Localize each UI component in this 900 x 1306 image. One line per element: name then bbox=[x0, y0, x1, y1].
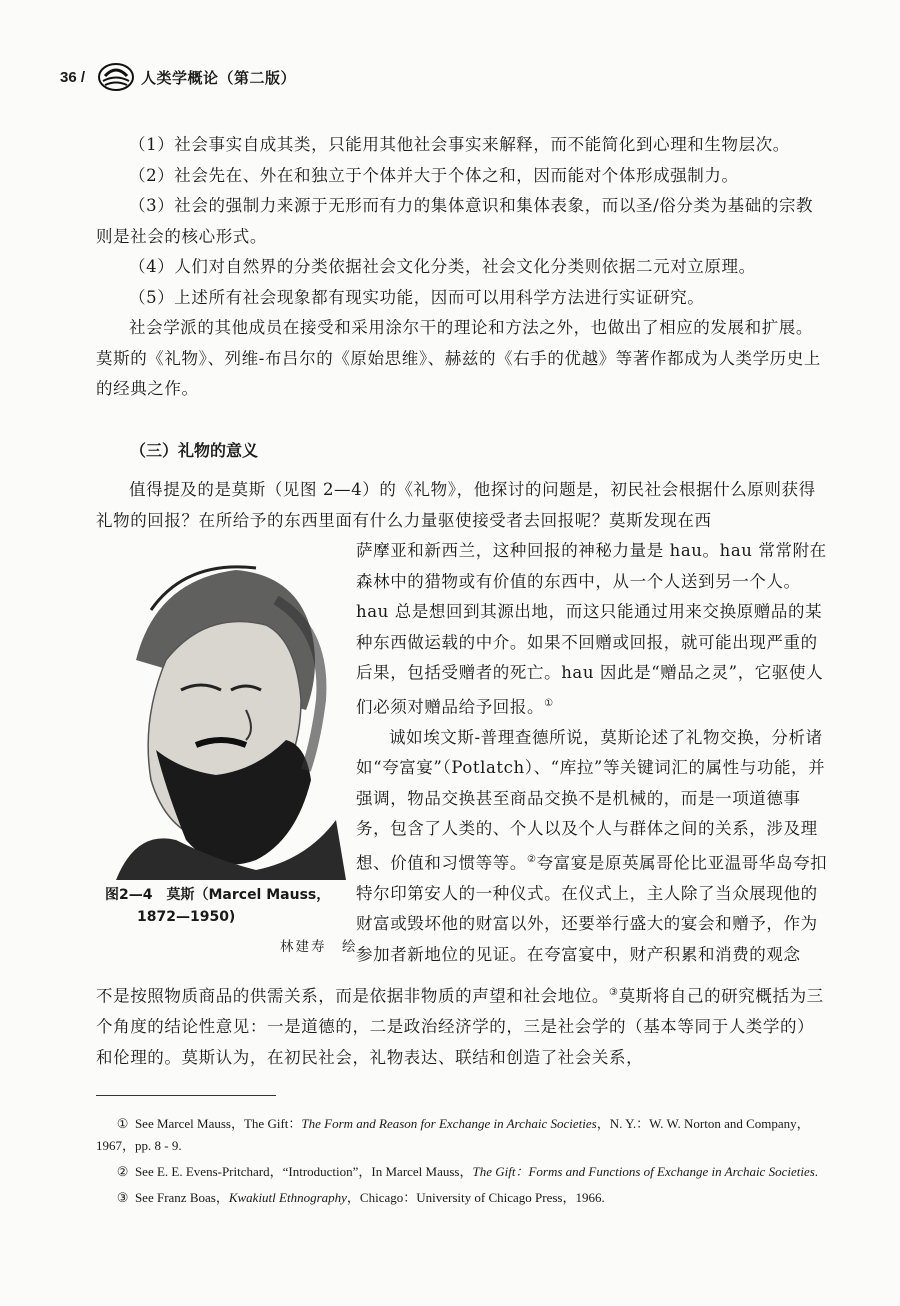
list-item: （4）人们对自然界的分类依据社会文化分类，社会文化分类则依据二元对立原理。 bbox=[129, 257, 756, 276]
gift-text-right bbox=[356, 536, 828, 970]
list-item: （5）上述所有社会现象都有现实功能，因而可以用科学方法进行实证研究。 bbox=[129, 287, 705, 307]
paragraph-school: 社会学派的其他成员在接受和采用涂尔干的理论和方法之外，也做出了相应的发展和扩展。莫斯的《礼物》、列维-布吕尔的《原始思维》、赫兹的《右手的优越》等著作都成为人类学历史上的经典之作。 bbox=[96, 318, 821, 398]
book-title: 人类学概论（第二版） bbox=[141, 68, 297, 87]
caption-line-1: 图2—4 莫斯（Marcel Mauss， bbox=[105, 887, 331, 903]
page-number: 36 / bbox=[60, 68, 86, 86]
footnote-item: ① See Marcel Mauss，The Gift：The Form and Reason for Exchange in Archaic Societies，N. Y.：W. W. Norton and Company，1967，pp. 8 - 9. bbox=[96, 1116, 810, 1153]
gift-para-right-1: 萨摩亚和新西兰，这种回报的神秘力量是 hau。hau 常常附在森林中的猎物或有价值的东西中，从一个人送到另一个人。hau 总是想回到其源出地，而这只能通过用来交换原赠品的某种东西做运载的中介。如果不回赠或回报，就可能出现严重的后果，包括受赠者的死亡。hau 因此是“赠品之灵”，它驱使人们必须对赠品给予回报。① bbox=[356, 541, 827, 716]
publisher-logo-icon bbox=[97, 62, 135, 92]
footnote-item: ③ See Franz Boas，Kwakiutl Ethnography，Chicago：University of Chicago Press，1966. bbox=[116, 1190, 605, 1205]
footnote-ref: ③ bbox=[609, 987, 619, 998]
page-header bbox=[60, 62, 296, 92]
list-item: （2）社会先在、外在和独立于个体并大于个体之和，因而能对个体形成强制力。 bbox=[129, 165, 739, 185]
gift-para-top: 值得提及的是莫斯（见图 2—4）的《礼物》，他探讨的问题是，初民社会根据什么原则获得礼物的回报？在所给予的东西里面有什么力量驱使接受者去回报呢？莫斯发现在西 bbox=[96, 480, 816, 530]
footnote-divider bbox=[96, 1095, 276, 1096]
figure-caption bbox=[105, 884, 350, 928]
caption-line-2: 1872—1950) bbox=[137, 909, 236, 925]
mauss-portrait-image bbox=[96, 540, 346, 880]
footnote-ref: ① bbox=[544, 697, 554, 709]
figure-artist: 林建寿 绘 bbox=[280, 939, 358, 955]
gift-text-layout bbox=[96, 475, 828, 536]
principles-list bbox=[96, 130, 828, 405]
gift-text-bottom bbox=[96, 978, 828, 1073]
list-item: （1）社会事实自成其类，只能用其他社会事实来解释，而不能简化到心理和生物层次。 bbox=[129, 135, 790, 154]
list-item: （3）社会的强制力来源于无形而有力的集体意识和集体表象，而以圣/俗分类为基础的宗教则是社会的核心形式。 bbox=[96, 196, 814, 246]
gift-para-bottom: 不是按照物质商品的供需关系，而是依据非物质的声望和社会地位。③莫斯将自己的研究概括为三个角度的结论性意见：一是道德的，二是政治经济学的，三是社会学的（基本等同于人类学的）和伦理的。莫斯认为，在初民社会，礼物表达、联结和创造了社会关系， bbox=[96, 986, 824, 1067]
footnote-item: ② See E. E. Evens-Pritchard，“Introduction”，In Marcel Mauss，The Gift：Forms and Functions of Exchange in Archaic Societies. bbox=[116, 1164, 819, 1179]
gift-para-right-2: 诚如埃文斯-普理查德所说，莫斯论述了礼物交换，分析诸如“夸富宴”（Potlatch）、“库拉”等关键词汇的属性与功能，并强调，物品交换甚至商品交换不是机械的，而是一项道德事务，包含了人类的、个人以及个人与群体之间的关系，涉及理想、价值和习惯等等。②夸富宴是原英属哥伦比亚温哥华岛夸扣特尔印第安人的一种仪式。在仪式上，主人除了当众展现他的财富或毁坏他的财富以外，还要举行盛大的宴会和赠予，作为参加者新地位的见证。在夸富宴中，财产积累和消费的观念 bbox=[356, 727, 828, 964]
footnotes bbox=[96, 1113, 828, 1213]
footnote-ref: ② bbox=[527, 853, 537, 865]
section-title: （三）礼物的意义 bbox=[130, 441, 259, 460]
